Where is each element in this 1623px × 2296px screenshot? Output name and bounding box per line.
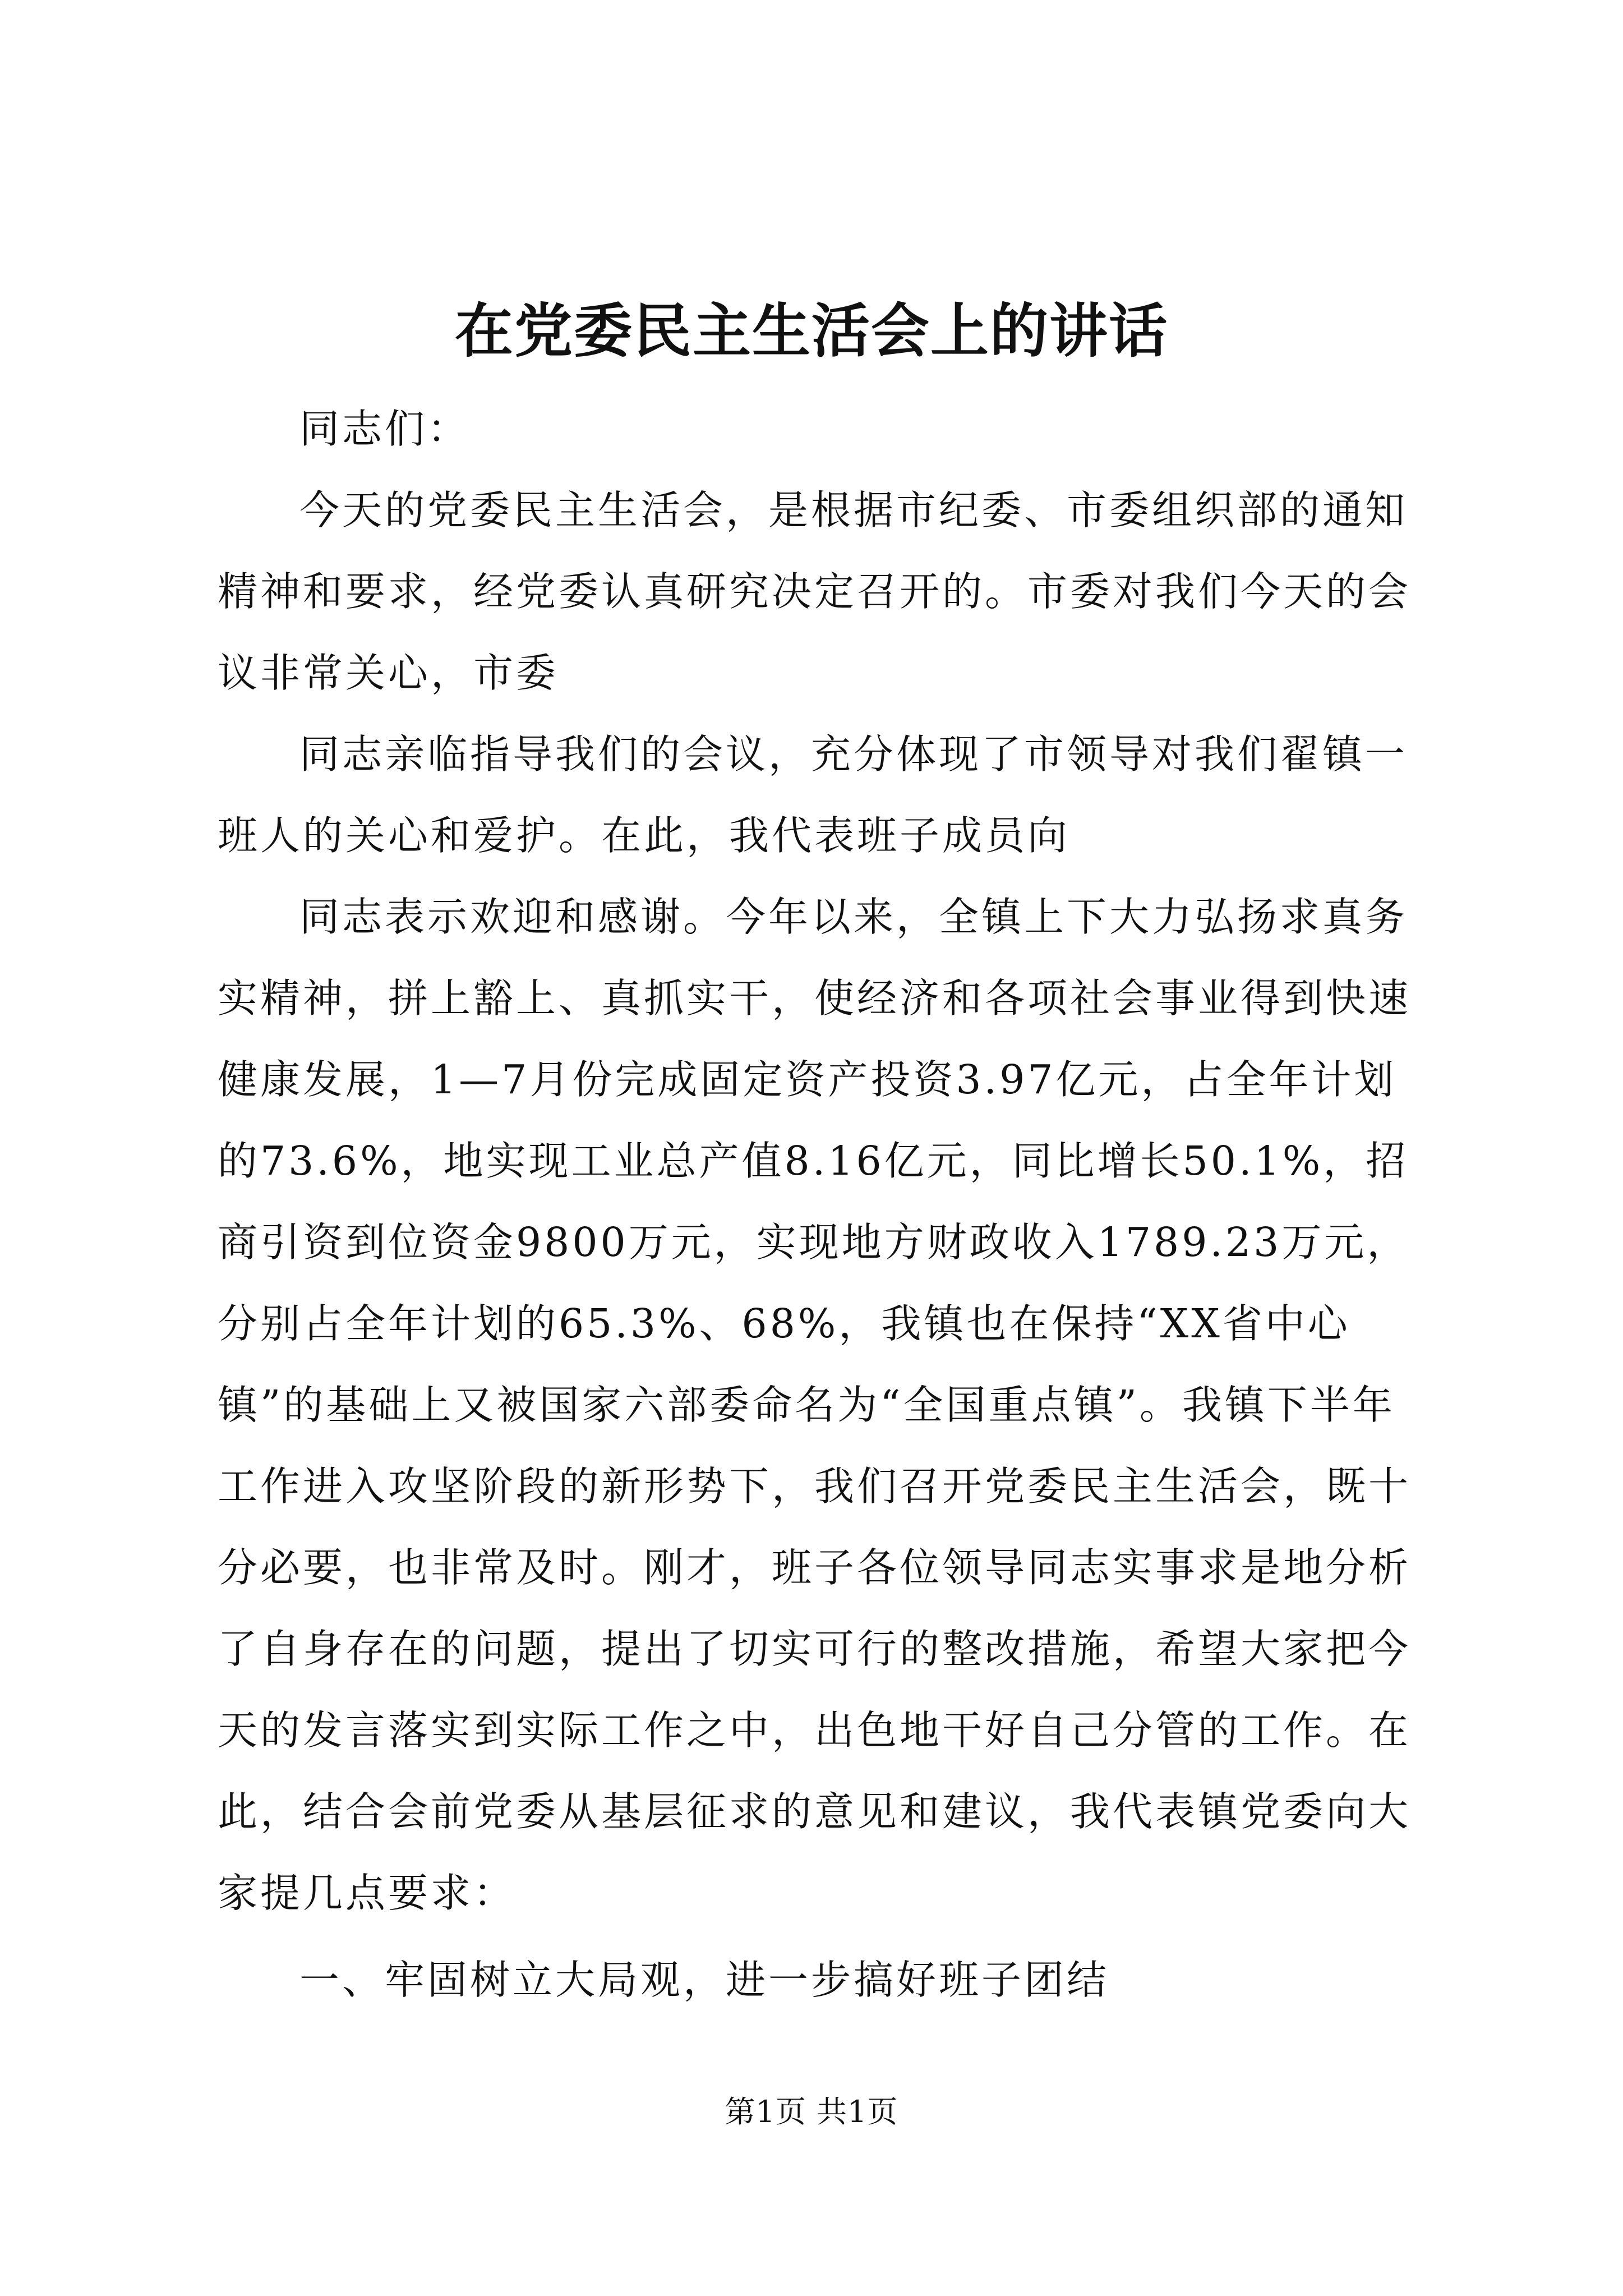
paragraph-2: 同志亲临指导我们的会议，充分体现了市领导对我们翟镇一班人的关心和爱护。在此，我代表班子成员向 [218, 731, 1408, 859]
section-heading: 一、牢固树立大局观，进一步搞好班子团结 [299, 1957, 1110, 2003]
document-body [218, 388, 1424, 2021]
document-title: 在党委民主生活会上的讲话 [454, 297, 1168, 365]
paragraph-1: 今天的党委民主生活会，是根据市纪委、市委组织部的通知精神和要求，经党委认真研究决定召开的。市委对我们今天的会议非常关心，市委 [218, 487, 1412, 696]
salutation: 同志们： [299, 406, 471, 452]
page-footer: 第1页 共1页 [725, 2094, 898, 2129]
paragraph-3: 同志表示欢迎和感谢。今年以来，全镇上下大力弘扬求真务实精神，拼上豁上、真抓实干，使经济和各项社会事业得到快速健康发展，1—7月份完成固定资产投资3.97亿元，占全年计划的73.6%，地实现工业总产值8.16亿元，同比增长50.1%，招商引资到位资金9800万元，实现地方财政收入1789.23万元，分别占全年计划的65.3%、68%，我镇也在保持“XX省中心镇”的基础上又被国家六部委命名为“全国重点镇”。我镇下半年工作进入攻坚阶段的新形势下，我们召开党委民主生活会，既十分必要，也非常及时。刚才，班子各位领导同志实事求是地分析了自身存在的问题，提出了切实可行的整改措施，希望大家把今天的发言落实到实际工作之中，出色地干好自己分管的工作。在此，结合会前党委从基层征求的意见和建议，我代表镇党委向大家提几点要求： [218, 894, 1412, 1916]
